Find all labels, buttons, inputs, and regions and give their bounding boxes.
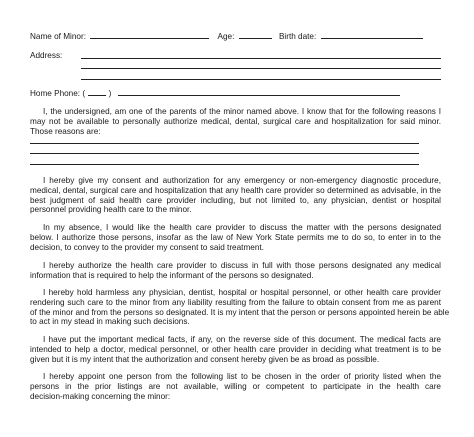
home-phone-row: [30, 88, 400, 99]
paragraph-line: to act in my stead in making such decisions.: [30, 317, 190, 327]
reasons-line-3[interactable]: [30, 164, 419, 165]
paragraph-line: information that is required to help the informant of the persons so designated.: [30, 270, 314, 280]
paragraph-line: decision, to convey to the provider my consent to said treatment.: [30, 242, 264, 252]
header-row-minor: [30, 31, 423, 42]
paragraph-line: decision-making concerning the minor:: [30, 391, 171, 401]
paragraph-consent: [30, 176, 441, 215]
paragraph-line: I, the undersigned, am one of the parents of the minor named above. I know that for the following reasons I: [43, 107, 441, 116]
address-line-1[interactable]: [81, 58, 441, 59]
birth-date-label: Birth date:: [278, 32, 317, 41]
home-phone-field[interactable]: [118, 88, 400, 96]
paragraph-line: given but it is my intent that the authorization and consent hereby given be as broad as possible.: [30, 354, 380, 364]
paragraph-line: below. I authorize those persons, insofar as the law of New York State permits me to do so, to enter in to the: [30, 232, 441, 242]
paragraph-line: In my absence, I would like the health care provider to discuss the matter with the persons designated: [43, 223, 441, 232]
paragraph-appoint: [30, 372, 441, 401]
paragraph-line: persons in the prior listings are not available, willing or competent to participate in the health care: [30, 381, 441, 391]
age-label: Age:: [217, 32, 235, 41]
paragraph-medical-facts: [30, 335, 441, 364]
paragraph-line: may not be available to personally authorize medical, dental, surgical care and hospitalization for said minor.: [30, 116, 441, 126]
paragraph-line: I hereby give my consent and authorization for any emergency or non-emergency diagnostic procedure,: [43, 176, 441, 185]
paragraph-absence: [30, 223, 441, 252]
name-of-minor-label: Name of Minor:: [30, 32, 86, 41]
paragraph-line: of the minor and from the persons so designated. It is my intent that the person or persons appointed herein be able: [30, 307, 450, 317]
age-field[interactable]: [239, 31, 272, 39]
paragraph-line: personnel providing health care to the minor.: [30, 205, 192, 215]
address-label: Address:: [30, 51, 63, 60]
reasons-line-1[interactable]: [30, 143, 419, 144]
paragraph-line: I have put the important medical facts, if any, on the reverse side of this document. The medical facts are: [43, 335, 441, 344]
address-line-2[interactable]: [81, 68, 441, 69]
paragraph-line: I hereby hold harmless any physician, dentist, hospital or hospital personnel, or other health care provider: [43, 288, 441, 297]
paragraph-line: I hereby appoint one person from the following list to be chosen in the order of priority listed when the: [43, 372, 441, 381]
address-line-3[interactable]: [81, 79, 441, 80]
home-phone-label: Home Phone: (: [30, 89, 86, 98]
paragraph-line: Those reasons are:: [30, 126, 101, 136]
paragraph-line: best judgment of said health care provider including, but not limited to, any physician, dentist or hospital: [30, 195, 441, 205]
paragraph-line: medical, dental, surgical care and hospitalization that any health care provider so determined as advisable, in the: [30, 185, 441, 195]
paragraph-line: rendering such care to the minor from any liability resulting from the failure to obtain consent from me as parent: [30, 297, 441, 307]
area-code-field[interactable]: [88, 88, 106, 96]
paragraph-line: intended to help a doctor, medical personnel, or other health care provider in deciding what treatment is to be: [30, 344, 441, 354]
paragraph-reasons: [30, 107, 441, 136]
birth-date-field[interactable]: [321, 31, 423, 39]
home-phone-paren: ): [108, 89, 112, 98]
reasons-line-2[interactable]: [30, 153, 419, 154]
paragraph-hold-harmless: [30, 288, 450, 327]
paragraph-line: I hereby authorize the health care provider to discuss in full with those persons designated any medical: [43, 261, 441, 270]
name-of-minor-field[interactable]: [90, 31, 209, 39]
paragraph-authorize-discussion: [30, 261, 441, 281]
